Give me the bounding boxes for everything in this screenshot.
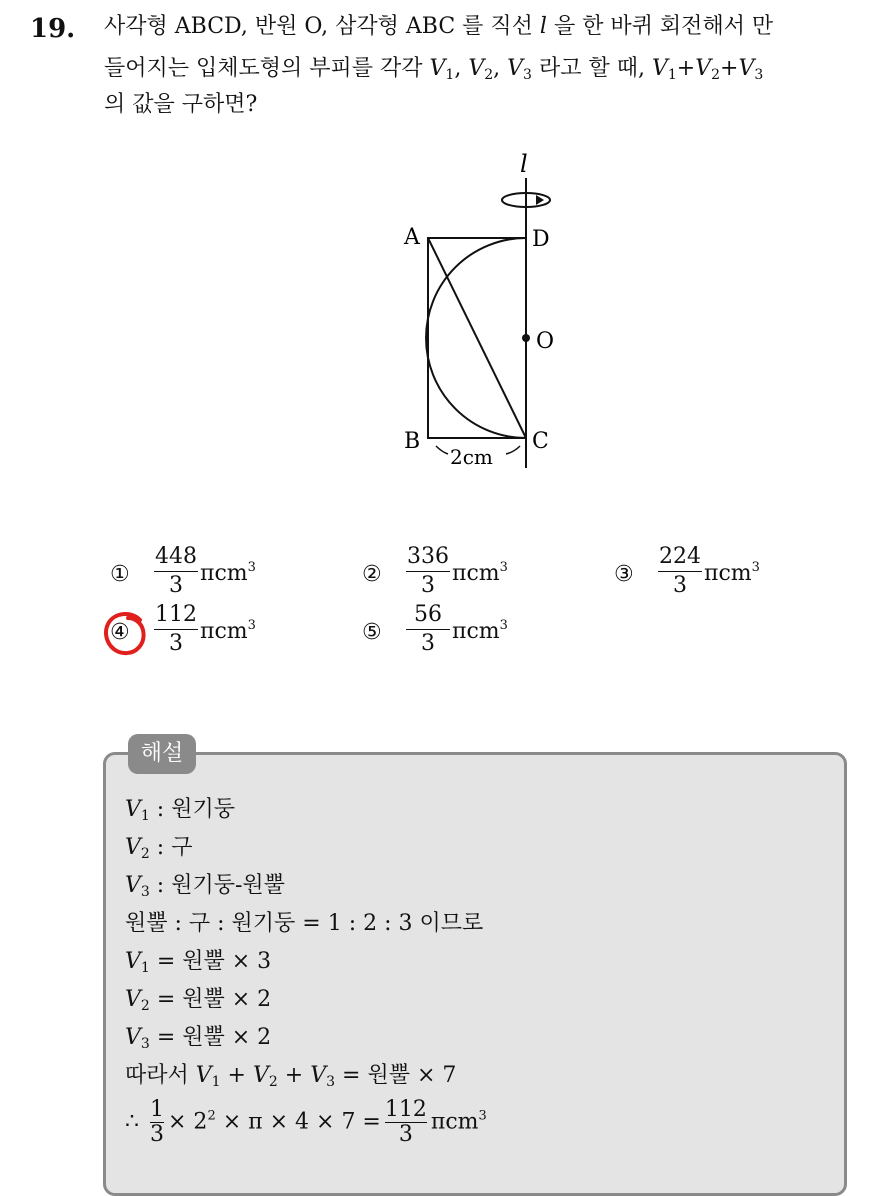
solution-line-4: 원뿔 : 구 : 원기둥 = 1 : 2 : 3 이므로	[125, 911, 484, 936]
solution-line-9: ∴ $\frac{1}{3}$ × $2^2 \times \pi \times 4 \times 7$ = $\frac{112}{3}$ πcm$^3$	[125, 1097, 487, 1147]
label-D: D	[532, 227, 550, 252]
solution-line-1: $V_1$ : 원기둥	[125, 797, 235, 824]
question-line-1: 사각형 ABCD, 반원 O, 삼각형 ABC 를 직선 l 을 한 바퀴 회전해서 만	[104, 14, 774, 39]
label-B: B	[404, 429, 421, 454]
diagonal-AC	[428, 238, 526, 438]
question-number: 19.	[30, 14, 76, 44]
axis-label: l	[520, 150, 528, 178]
solution-line-2: $V_2$ : 구	[125, 835, 193, 862]
question-line-2: 들어지는 입체도형의 부피를 각각 $V_1$, $V_2$, $V_3$ 라고 할 때, $V_1+V_2+V_3$	[104, 56, 764, 83]
label-O: O	[536, 329, 555, 354]
solution-line-6: $V_2$ = 원뿔 × 2	[125, 987, 272, 1014]
center-point-O	[522, 334, 530, 342]
solution-line-8: 따라서 $V_1 + V_2 + V_3$ = 원뿔 × 7	[125, 1063, 457, 1090]
question-line-3: 의 값을 구하면?	[104, 92, 258, 117]
geometry-figure	[396, 150, 576, 480]
label-A: A	[404, 225, 420, 250]
label-C: C	[532, 429, 549, 454]
solution-tag: 해설	[128, 734, 196, 774]
solution-line-3: $V_3$ : 원기둥-원뿔	[125, 873, 285, 900]
dimension-label: 2cm	[450, 445, 493, 469]
solution-line-5: $V_1$ = 원뿔 × 3	[125, 949, 272, 976]
solution-line-7: $V_3$ = 원뿔 × 2	[125, 1025, 272, 1052]
